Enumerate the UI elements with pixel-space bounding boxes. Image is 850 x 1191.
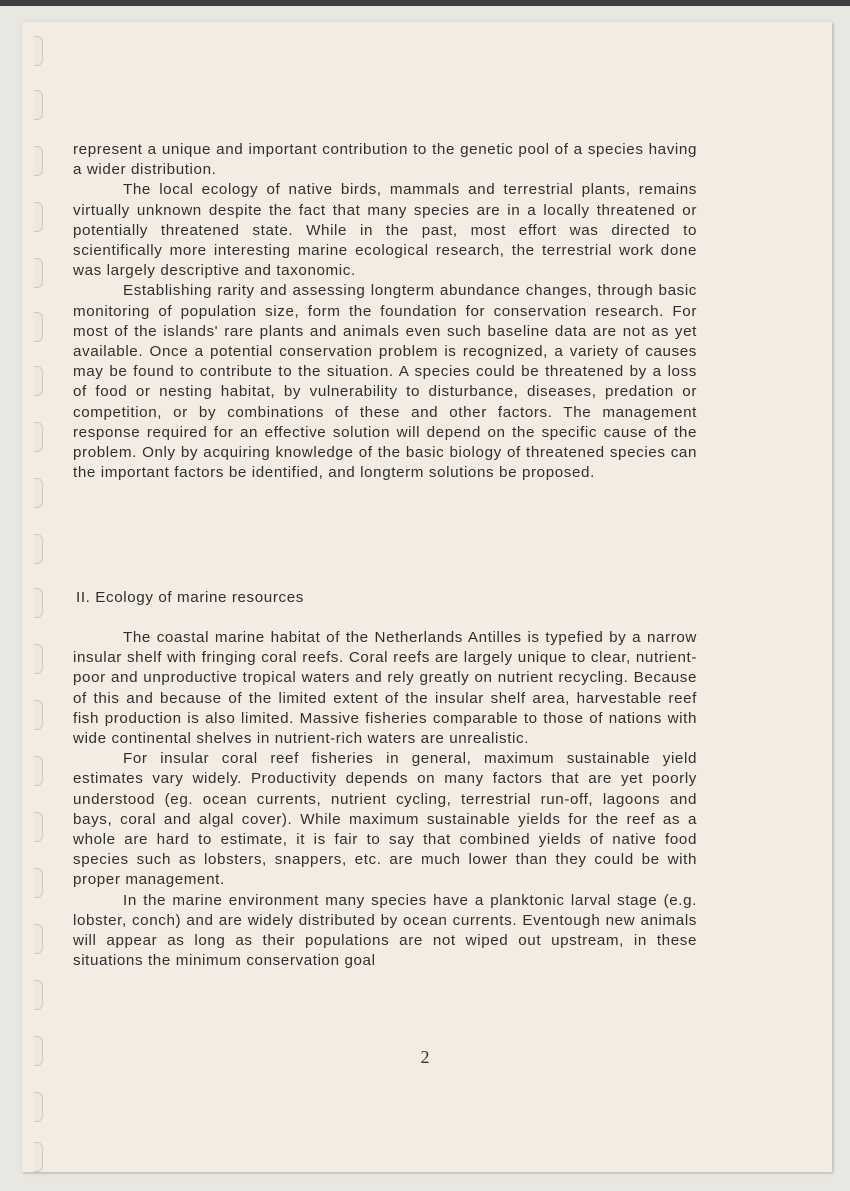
binding-hole bbox=[34, 366, 43, 396]
binding-hole bbox=[34, 924, 43, 954]
binding-hole bbox=[34, 868, 43, 898]
binding-hole bbox=[34, 1142, 43, 1172]
paragraph: represent a unique and important contribution to the genetic pool of a species having a wider distribution. bbox=[73, 141, 697, 179]
binding-hole bbox=[34, 478, 43, 508]
binding-hole bbox=[34, 1092, 43, 1122]
page-number: 2 bbox=[420, 1047, 430, 1067]
binding-hole bbox=[34, 312, 43, 342]
section-1-body bbox=[73, 140, 697, 483]
binding-hole bbox=[34, 534, 43, 564]
binding-hole bbox=[34, 90, 43, 120]
binding-hole bbox=[34, 644, 43, 674]
paragraph: Establishing rarity and assessing longterm abundance changes, through basic monitoring of population size, form the foundation for conservation research. For most of the islands' rare plants and animals even such baseline data are not as yet available. Once a potential conservation problem is recognized, a variety of causes may be found to contribute to the situation. A species could be threatened by a loss of food or nesting habitat, by vulnerability to disturbance, diseases, predation or competition, or by combinations of these and other factors. The management response required for an effective solution will depend on the specific cause of the problem. Only by acquiring knowledge of the basic biology of threatened species can the important factors be identified, and longterm solutions be proposed. bbox=[73, 282, 697, 482]
binding-hole bbox=[34, 588, 43, 618]
binding-hole bbox=[34, 700, 43, 730]
binding-hole bbox=[34, 422, 43, 452]
binding-hole bbox=[34, 756, 43, 786]
binding-hole bbox=[34, 258, 43, 288]
binding-hole bbox=[34, 202, 43, 232]
paragraph: The coastal marine habitat of the Netherlands Antilles is typefied by a narrow insular shelf with fringing coral reefs. Coral reefs are largely unique to clear, nutrient-poor and unproductive tropical waters and rely greatly on nutrient recycling. Because of this and because of the limited extent of the insular shelf area, harvestable reef fish production is also limited. Massive fisheries comparable to those of nations with wide continental shelves in nutrient-rich waters are unrealistic. bbox=[73, 629, 697, 748]
binding-hole bbox=[34, 812, 43, 842]
paragraph: In the marine environment many species have a planktonic larval stage (e.g. lobster, conch) and are widely distributed by ocean currents. Eventough new animals will appear as long as their populations are not wiped out upstream, in these situations the minimum conservation goal bbox=[73, 891, 697, 970]
binding-hole bbox=[34, 36, 43, 66]
binding-hole bbox=[34, 980, 43, 1010]
binding-holes bbox=[28, 30, 48, 1170]
section-heading: II. Ecology of marine resources bbox=[76, 589, 304, 606]
scanner-top-edge bbox=[0, 0, 850, 6]
binding-hole bbox=[34, 146, 43, 176]
paragraph: For insular coral reef fisheries in general, maximum sustainable yield estimates vary widely. Productivity depends on many factors that are yet poorly understood (eg. ocean currents, nutrient cycling, terrestrial run-off, lagoons and bays, coral and algal cover). While maximum sustainable yields for the reef as a whole are hard to estimate, it is fair to say that combined yields of native food species such as lobsters, snappers, etc. are much lower than they could be with proper management. bbox=[73, 750, 697, 889]
section-2-body bbox=[73, 628, 697, 971]
paragraph: The local ecology of native birds, mammals and terrestrial plants, remains virtually unknown despite the fact that many species are in a locally threatened or potentially threatened state. While in the past, most effort was directed to scientifically more interesting marine ecological research, the terrestrial work done was largely descriptive and taxonomic. bbox=[73, 181, 697, 280]
